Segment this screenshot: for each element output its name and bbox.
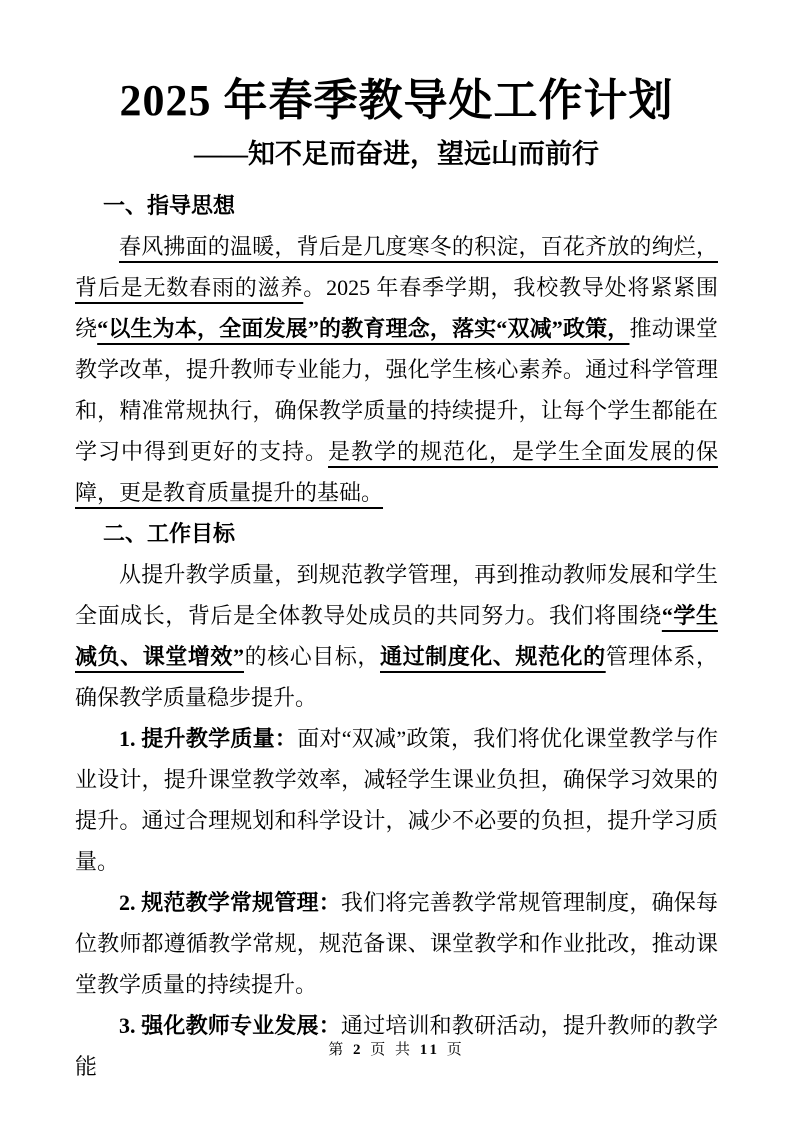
document-subtitle: ——知不足而奋进，望远山而前行	[194, 139, 599, 169]
paragraph-work-goals-intro: 从提升教学质量，到规范教学管理，再到推动教师发展和学生全面成长，背后是全体教导处成员的共同努力。我们将围绕“学生减负、课堂增效”的核心目标，通过制度化、规范化的管理体系，确保教学质量稳步提升。	[75, 562, 718, 710]
section-heading-guiding-ideology: 一、指导思想	[103, 193, 236, 218]
page-number-footer: 第 2 页 共 11 页	[328, 1042, 465, 1058]
paragraph-goal-3-teacher-development: 3. 强化教师专业发展：通过培训和教研活动，提升教师的教学能	[75, 1013, 718, 1079]
document-body	[75, 185, 718, 1087]
section-heading-work-goals: 二、工作目标	[103, 521, 236, 546]
paragraph-goal-2-routine-management: 2. 规范教学常规管理：我们将完善教学常规管理制度，确保每位教师都遵循教学常规，规范备课、课堂教学和作业批改，推动课堂教学质量的持续提升。	[75, 890, 718, 997]
paragraph-goal-1-teaching-quality: 1. 提升教学质量：面对“双减”政策，我们将优化课堂教学与作业设计，提升课堂教学效率，减轻学生课业负担，确保学习效果的提升。通过合理规划和科学设计，减少不必要的负担，提升学习质量。	[75, 726, 718, 874]
document-title: 2025 年春季教导处工作计划	[119, 76, 674, 125]
paragraph-guiding-ideology: 春风拂面的温暖，背后是几度寒冬的积淀，百花齐放的绚烂，背后是无数春雨的滋养。2025 年春季学期，我校教导处将紧紧围绕“以生为本，全面发展”的教育理念，落实“双减”政策，推动课堂教学改革，提升教师专业能力，强化学生核心素养。通过科学管理和，精准常规执行，确保教学质量的持续提升，让每个学生都能在学习中得到更好的支持。是教学的规范化，是学生全面发展的保障，更是教育质量提升的基础。	[75, 234, 718, 505]
